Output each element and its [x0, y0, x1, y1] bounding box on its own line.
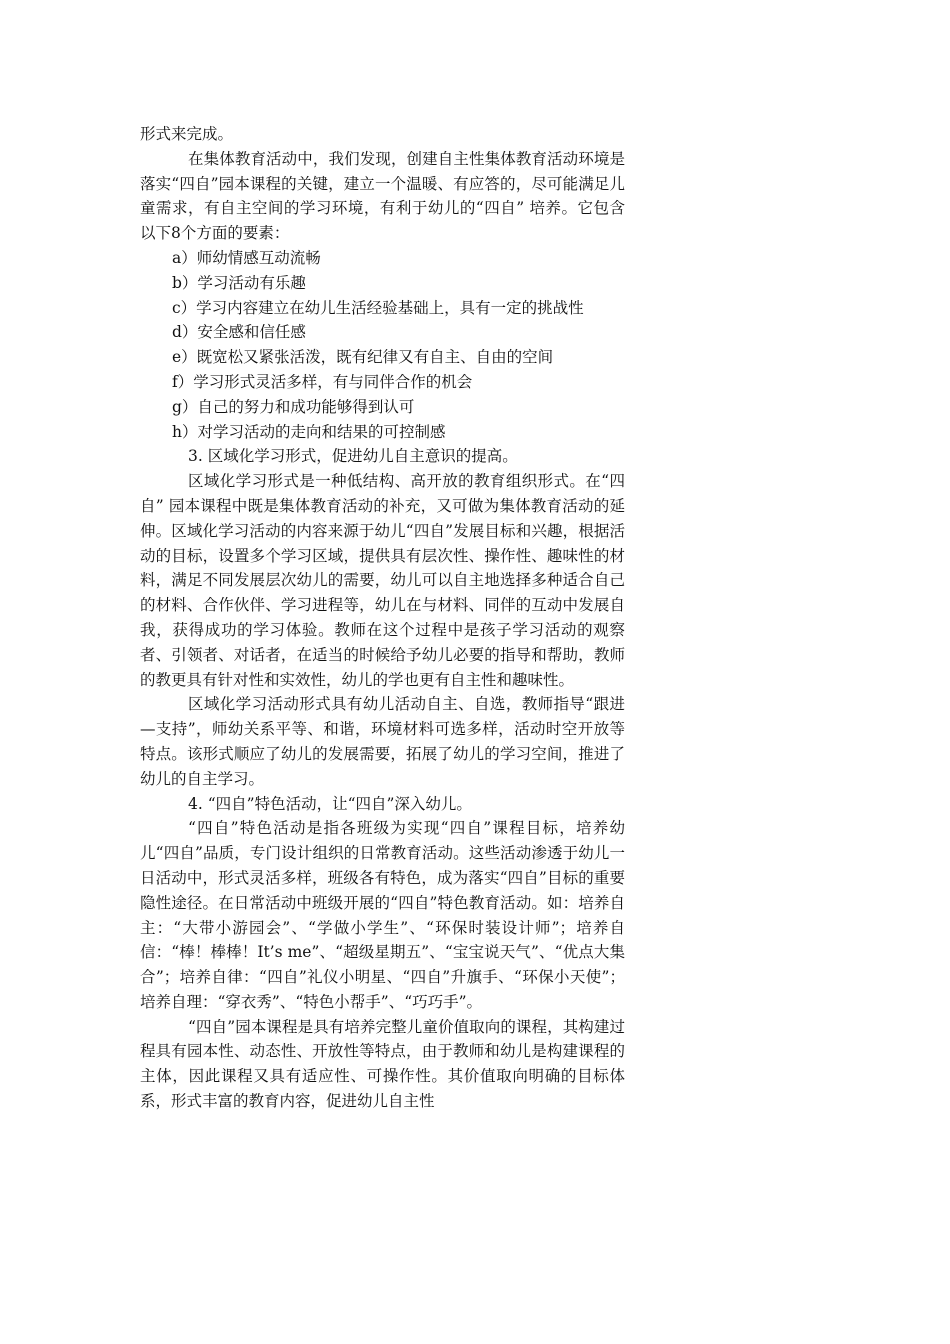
- document-body: [140, 122, 625, 1114]
- list-item: a）师幼情感互动流畅: [172, 248, 321, 267]
- paragraph-regional-features: 区域化学习活动形式具有幼儿活动自主、自选，教师指导“跟进—支持”，师幼关系平等、和谐，环境材料可选多样，活动时空开放等特点。该形式顺应了幼儿的发展需要，拓展了幼儿的学习空间，推进了幼儿的自主学习。: [140, 695, 625, 788]
- list-item: c）学习内容建立在幼儿生活经验基础上，具有一定的挑战性: [172, 298, 584, 317]
- list-item: f）学习形式灵活多样，有与同伴合作的机会: [172, 372, 473, 391]
- paragraph-special-activities: “四自”特色活动是指各班级为实现“四自”课程目标，培养幼儿“四自”品质，专门设计组织的日常教育活动。这些活动渗透于幼儿一日活动中，形式灵活多样，班级各有特色，成为落实“四自”目标的重要隐性途径。在日常活动中班级开展的“四自”特色教育活动。如：培养自主：“大带小游园会”、“学做小学生”、“环保时装设计师”；培养自信：“棒！棒棒！It’s me”、“超级星期五”、“宝宝说天气”、“优点大集合”；培养自律：“四自”礼仪小明星、“四自”升旗手、“环保小天使”；培养自理：“穿衣秀”、“特色小帮手”、“巧巧手”。: [140, 819, 625, 1011]
- paragraph-regional-learning: 区域化学习形式是一种低结构、高开放的教育组织形式。在“四自” 园本课程中既是集体教育活动的补充，又可做为集体教育活动的延伸。区域化学习活动的内容来源于幼儿“四自”发展目标和兴趣，根据活动的目标，设置多个学习区域，提供具有层次性、操作性、趣味性的材料，满足不同发展层次幼儿的需要，幼儿可以自主地选择多种适合自己的材料、合作伙伴、学习进程等，幼儿在与材料、同伴的互动中发展自我，获得成功的学习体验。教师在这个过程中是孩子学习活动的观察者、引领者、对话者，在适当的时候给予幼儿必要的指导和帮助，教师的教更具有针对性和实效性，幼儿的学也更有自主性和趣味性。: [140, 472, 625, 689]
- list-item: h）对学习活动的走向和结果的可控制感: [172, 422, 446, 441]
- list-item: b）学习活动有乐趣: [172, 273, 306, 292]
- paragraph-continuation: 形式来完成。: [140, 125, 234, 143]
- section-heading-3: 3. 区域化学习形式，促进幼儿自主意识的提高。: [188, 447, 518, 466]
- paragraph-collective-activity: 在集体教育活动中，我们发现，创建自主性集体教育活动环境是落实“四自”园本课程的关键，建立一个温暖、有应答的，尽可能满足儿童需求，有自主空间的学习环境，有利于幼儿的“四自” 培养。它包含以下8个方面的要素：: [140, 149, 625, 243]
- paragraph-curriculum-summary: “四自”园本课程是具有培养完整儿童价值取向的课程，其构建过程具有园本性、动态性、开放性等特点，由于教师和幼儿是构建课程的主体，因此课程又具有适应性、可操作性。其价值取向明确的目标体系，形式丰富的教育内容，促进幼儿自主性: [140, 1017, 625, 1111]
- section-heading-4: 4. “四自”特色活动，让“四自”深入幼儿。: [188, 794, 472, 813]
- list-item: d）安全感和信任感: [172, 323, 306, 342]
- list-item: e）既宽松又紧张活泼，既有纪律又有自主、自由的空间: [172, 348, 554, 367]
- list-item: g）自己的努力和成功能够得到认可: [172, 397, 415, 416]
